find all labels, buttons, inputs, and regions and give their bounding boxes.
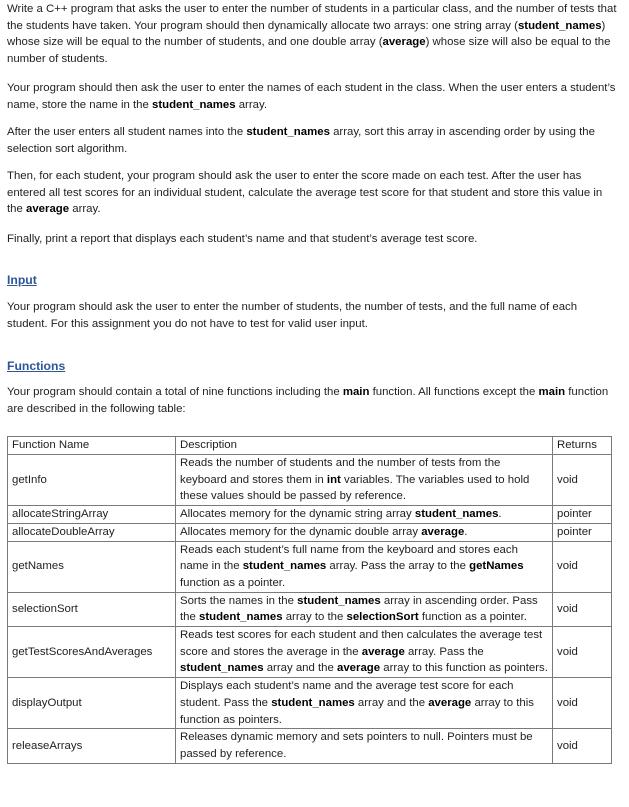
function-name-cell: selectionSort	[8, 592, 176, 626]
functions-heading: Functions	[7, 359, 66, 373]
function-name-cell: displayOutput	[8, 678, 176, 729]
bold-term: student_names	[180, 662, 264, 675]
functions-table	[7, 436, 612, 764]
description-cell: Reads each student’s full name from the keyboard and stores each name in the student_names array. Pass the array to the getNames function as a pointer.	[176, 541, 553, 592]
bold-term: getNames	[469, 560, 524, 573]
table-body	[8, 455, 612, 764]
function-name-cell: allocateStringArray	[8, 506, 176, 524]
bold-term: average	[421, 525, 465, 538]
table-header-row	[8, 437, 612, 455]
returns-cell: pointer	[553, 523, 612, 541]
column-header-returns: Returns	[553, 437, 612, 455]
table-row	[8, 678, 612, 729]
intro-paragraph: Write a C++ program that asks the user to enter the number of students in a particular class, and the number of tests that the students have taken. Your program should then dynamically allocate two arrays: one string array (student_names) whose size will be equal to the number of students, and one double array (average) whose size will also be equal to the number of students.	[7, 3, 617, 66]
bold-term: average	[361, 645, 405, 658]
report-paragraph: Finally, print a report that displays each student’s name and that student’s average test score.	[7, 233, 478, 245]
bold-term: student_names	[152, 98, 236, 111]
returns-cell: void	[553, 627, 612, 678]
returns-cell: void	[553, 455, 612, 506]
table-row	[8, 627, 612, 678]
bold-term: average	[382, 36, 426, 49]
description-cell: Releases dynamic memory and sets pointers to null. Pointers must be passed by reference.	[176, 729, 553, 763]
column-header-function-name: Function Name	[8, 437, 176, 455]
table-row	[8, 541, 612, 592]
table-row	[8, 729, 612, 763]
bold-term: student_names	[414, 508, 499, 521]
scores-paragraph: Then, for each student, your program should ask the user to enter the score made on each test. After the user has entered all test scores for an individual student, calculate the average test score for that student and store this value in the average array.	[7, 170, 603, 216]
names-paragraph: Your program should then ask the user to enter the names of each student in the class. When the user enters a student’s name, store the name in the student_names array.	[7, 82, 616, 111]
function-name-cell: allocateDoubleArray	[8, 523, 176, 541]
function-name-cell: getTestScoresAndAverages	[8, 627, 176, 678]
bold-term: main	[538, 386, 566, 398]
description-cell: Reads test scores for each student and then calculates the average test score and stores the average in the average array. Pass the student_names array and the average array to this function as pointers.	[176, 627, 553, 678]
table-row	[8, 455, 612, 506]
returns-cell: void	[553, 541, 612, 592]
functions-paragraph: Your program should contain a total of nine functions including the main function. All functions except the main function are described in the following table:	[7, 386, 609, 415]
table-row	[8, 523, 612, 541]
bold-term: average	[337, 662, 381, 675]
bold-term: student_names	[517, 19, 602, 32]
bold-term: student_names	[246, 126, 330, 138]
bold-term: average	[428, 696, 472, 709]
description-cell: Allocates memory for the dynamic double array average.	[176, 523, 553, 541]
bold-term: student_names	[242, 560, 327, 573]
description-cell: Displays each student’s name and the average test score for each student. Pass the student_names array and the average array to this function as pointers.	[176, 678, 553, 729]
bold-term: student_names	[199, 611, 283, 624]
bold-term: selectionSort	[346, 611, 419, 624]
table-row	[8, 592, 612, 626]
column-header-description: Description	[176, 437, 553, 455]
function-name-cell: getNames	[8, 541, 176, 592]
function-name-cell: releaseArrays	[8, 729, 176, 763]
bold-term: int	[326, 473, 341, 486]
description-cell: Reads the number of students and the number of tests from the keyboard and stores them in int variables. The variables used to hold these values should be passed by reference.	[176, 455, 553, 506]
bold-term: student_names	[297, 594, 381, 607]
returns-cell: void	[553, 592, 612, 626]
sort-paragraph: After the user enters all student names into the student_names array, sort this array in ascending order by using the selection sort algorithm.	[7, 126, 595, 155]
returns-cell: void	[553, 729, 612, 763]
bold-term: average	[26, 203, 70, 216]
bold-term: main	[342, 386, 370, 398]
bold-term: student_names	[271, 696, 355, 709]
description-cell: Sorts the names in the student_names array in ascending order. Pass the student_names array to the selectionSort function as a pointer.	[176, 592, 553, 626]
returns-cell: void	[553, 678, 612, 729]
input-paragraph: Your program should ask the user to enter the number of students, the number of tests, and the full name of each student. For this assignment you do not have to test for valid user input.	[7, 301, 578, 330]
input-heading: Input	[7, 273, 37, 287]
returns-cell: pointer	[553, 506, 612, 524]
description-cell: Allocates memory for the dynamic string array student_names.	[176, 506, 553, 524]
table-row	[8, 506, 612, 524]
function-name-cell: getInfo	[8, 455, 176, 506]
